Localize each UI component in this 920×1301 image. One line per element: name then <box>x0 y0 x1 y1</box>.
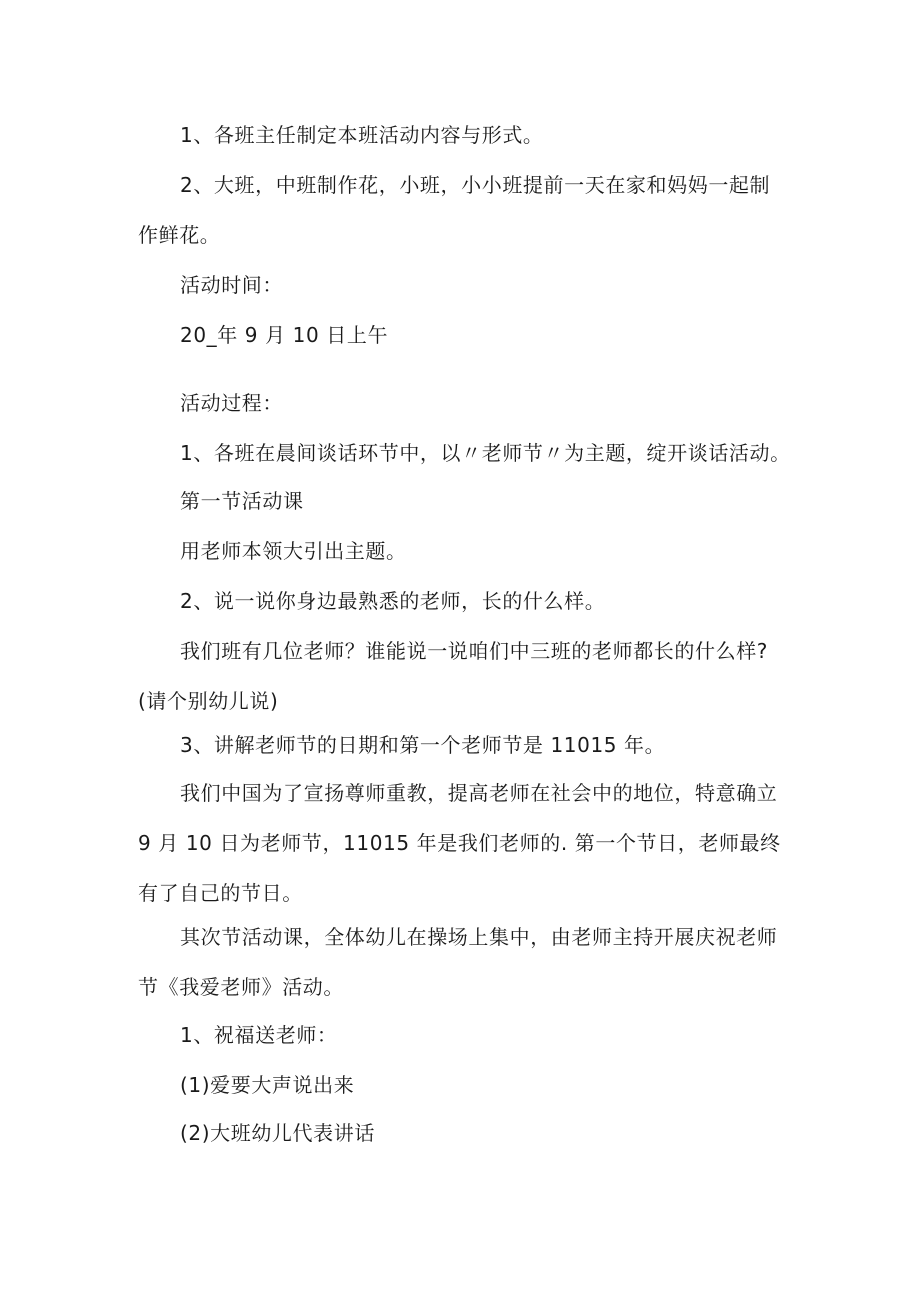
paragraph-6: 1、各班在晨间谈话环节中，以〃老师节〃为主题，绽开谈话活动。 <box>180 441 791 465</box>
paragraph-9: 2、说一说你身边最熟悉的老师，长的什么样。 <box>180 589 606 613</box>
paragraph-16: (2)大班幼儿代表讲话 <box>180 1121 375 1145</box>
paragraph-15: (1)爱要大声说出来 <box>180 1073 355 1097</box>
paragraph-11: 3、讲解老师节的日期和第一个老师节是 11015 年。 <box>180 733 666 757</box>
paragraph-5: 活动过程： <box>180 391 283 415</box>
paragraph-3: 活动时间： <box>180 273 283 297</box>
paragraph-13: 其次节活动课，全体幼儿在操场上集中，由老师主持开展庆祝老师节《我爱老师》活动。 <box>138 925 778 999</box>
paragraph-7: 第一节活动课 <box>180 489 304 513</box>
paragraph-1: 1、各班主任制定本班活动内容与形式。 <box>180 123 544 147</box>
paragraph-14: 1、祝福送老师： <box>180 1023 338 1047</box>
paragraph-8: 用老师本领大引出主题。 <box>180 539 407 563</box>
paragraph-10: 我们班有几位老师？谁能说一说咱们中三班的老师都长的什么样?(请个别幼儿说) <box>138 639 769 713</box>
paragraph-12: 我们中国为了宣扬尊师重教，提高老师在社会中的地位，特意确立 9 月 10 日为老师节，11015 年是我们老师的. 第一个节日，老师最终有了自己的节日。 <box>138 781 781 905</box>
paragraph-2: 2、大班，中班制作花，小班，小小班提前一天在家和妈妈一起制作鲜花。 <box>138 173 771 247</box>
paragraph-4: 20_年 9 月 10 日上午 <box>180 323 389 347</box>
